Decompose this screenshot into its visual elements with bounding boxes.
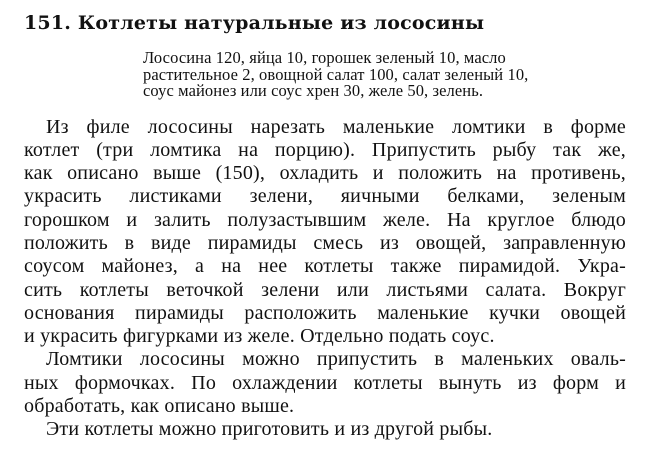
paragraph-2-line-1: Ломтики лососины можно припустить в маленьких оваль- [46,348,626,371]
paragraph-1-line-2: котлет (три ломтика на порцию). Припустить рыбу так же, [24,138,626,161]
ingredients-line-3: соус майонез или соус хрен 30, желе 50, зелень. [143,81,484,100]
paragraph-2-line-3: обработать, как описано выше. [24,395,295,418]
paragraph-1-line-4: украсить листиками зелени, яичными белками, зеленым [24,185,626,208]
ingredients-line-2: растительное 2, овощной салат 100, салат зеленый 10, [143,64,529,84]
recipe-title: 151. Котлеты натуральные из лососины [24,12,485,34]
paragraph-1-line-3: как описано выше (150), охладить и положить на противень, [24,162,626,185]
paragraph-1-line-7: соусом майонез, а на нее котлеты также пирамидой. Укра- [24,255,626,278]
paragraph-3-line-1: Эти котлеты можно приготовить и из другой рыбы. [46,418,493,441]
paragraph-1-line-6: положить в виде пирамиды смесь из овощей, заправленную [24,231,626,254]
paragraph-1-line-8: сить котлеты веточкой зелени или листьями салата. Вокруг [24,278,626,301]
ingredients-list [143,50,629,100]
paragraph-1-line-9: основания пирамиды расположить маленькие кучки овощей [24,301,626,324]
paragraph-3 [24,418,626,441]
paragraph-1-line-1: Из филе лососины нарезать маленькие ломтики в форме [46,115,626,138]
paragraph-1 [24,116,626,349]
paragraph-1-line-10: и украсить фигурками из желе. Отдельно подать соус. [24,325,495,348]
paragraph-2-line-2: ных формочках. По охлаждении котлеты вынуть из форм и [24,371,626,394]
recipe-instructions [24,116,626,442]
ingredients-line-1: Лососина 120, яйца 10, горошек зеленый 10, масло [143,48,506,67]
paragraph-1-line-5: горошком и залить полузастывшим желе. На круглое блюдо [24,208,626,231]
paragraph-2 [24,348,626,418]
